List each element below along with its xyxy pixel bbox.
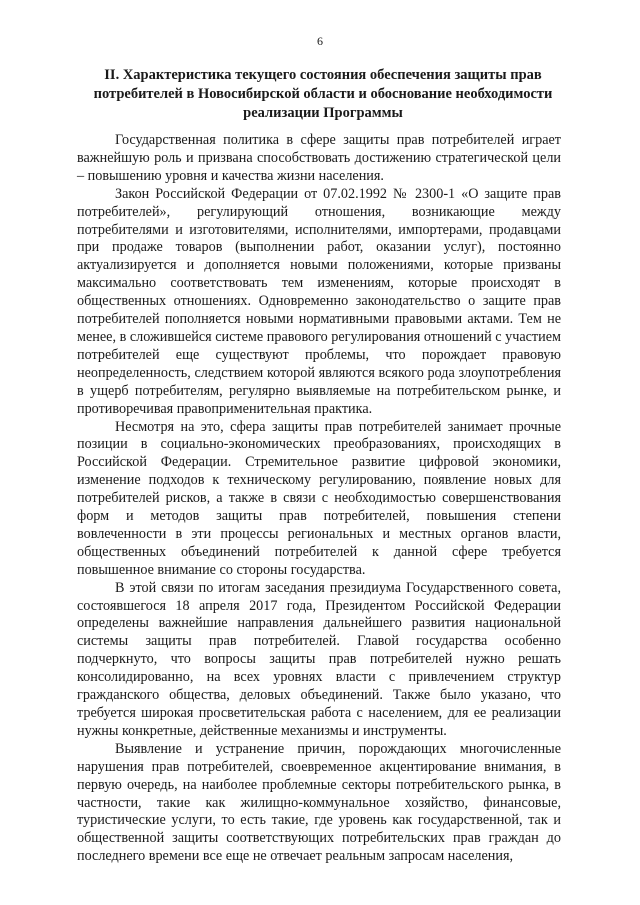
paragraph: Государственная политика в сфере защиты прав потребителей играет важнейшую роль и призвана способствовать достижению стратегической цели – повышению уровня и качества жизни населения. [77, 132, 561, 184]
paragraph: В этой связи по итогам заседания президиума Государственного совета, состоявшегося 18 апреля 2017 года, Президентом Российской Федерации определены важнейшие направления дальнейшего развития национальной системы защиты прав потребителей. Главой государства особенно подчеркнуто, что вопросы защиты прав потребителей нужно решать консолидированно, на всех уровнях власти с привлечением структур гражданского общества, деловых объединений. Также было указано, что требуется широкая просветительская работа с населением, для ее реализации нужны конкретные, действенные механизмы и инструменты. [77, 579, 561, 739]
paragraph: Выявление и устранение причин, порождающих многочисленные нарушения прав потребителей, своевременное акцентирование внимания, в первую очередь, на наиболее проблемные секторы потребительского рынка, в частности, такие как жилищно-коммунальное хозяйство, финансовые, туристические услуги, то есть такие, где уровень как государственной, так и общественной защиты соответствующих потребительских прав граждан до последнего времени все еще не отвечает реальным запросам населения, [77, 740, 561, 865]
page-number: 6 [317, 34, 323, 48]
paragraph: Несмотря на это, сфера защиты прав потребителей занимает прочные позиции в социально-экономических преобразованиях, происходящих в Российской Федерации. Стремительное развитие цифровой экономики, изменение подходов к техническому регулированию, появление новых для потребителей рисков, а также в связи с необходимостью совершенствования форм и методов защиты прав потребителей, повышения степени вовлеченности в эти процессы региональных и местных органов власти, общественных объединений потребителей к данной сфере требуется повышенное внимание со стороны государства. [77, 418, 561, 578]
paragraph: Закон Российской Федерации от 07.02.1992 № 2300-1 «О защите прав потребителей», регулирующий отношения, возникающие между потребителями и изготовителями, исполнителями, импортерами, продавцами при продаже товаров (выполнении работ, оказании услуг), постоянно актуализируется и дополняется новыми положениями, которые призваны максимально соответствовать тем изменениям, которые происходят в общественных отношениях. Одновременно законодательство о защите прав потребителей пополняется новыми нормативными правовыми актами. Тем не менее, в сложившейся системе правового регулирования отношений с участием потребителей еще существуют проблемы, что порождает правовую неопределенность, следствием которой являются всякого рода злоупотребления в ущерб потребителям, регулярно выявляемые на потребительском рынке, и противоречивая правоприменительная практика. [77, 185, 561, 417]
document-body [77, 132, 561, 866]
section-title: II. Характеристика текущего состояния обеспечения защиты прав потребителей в Новосибирской области и обоснование необходимости реализации Программы [93, 67, 553, 121]
